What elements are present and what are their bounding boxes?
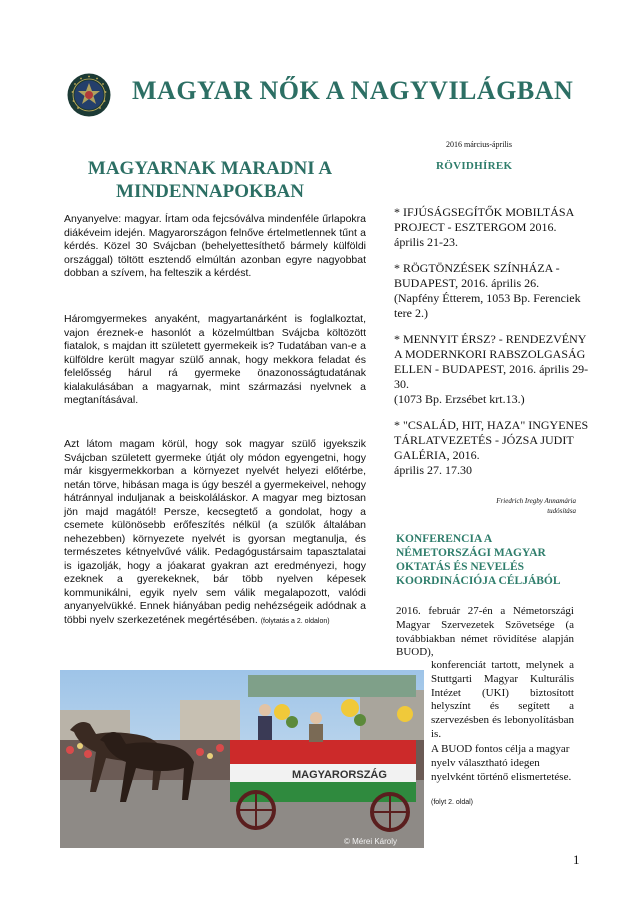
conference-continuation-note: (folyt 2. oldal) [431,799,474,806]
news-item-date: április 27. 17.30 [394,463,472,477]
news-item-title: * RÖGTÖNZÉSEK SZÍNHÁZA - BUDAPEST, 2016. április 26. [394,261,560,290]
article-paragraph-1: Anyanyelve: magyar. Írtam oda fejcsóválva mindenféle űrlapokra diákéveim idején. Magyarországon felnőve értelmetlennek tűnt a kérdés. Közel 30 Svájcban (behelyettesíthető bármely külföldi országgal) töltött esztendő elmúltán azonban egyre nagyobbat dobban a szívem, ha felteszik a kérdést. [64,213,366,279]
news-item-date: április 21-23. [394,235,458,249]
conference-paragraph-2: konferenciát tartott, melynek a Stuttgarti Magyar Kulturális Intézet (UKI) biztosított helyszínt és segített a szervezésben és lebonyolításban is. [431,659,574,740]
masthead-title: MAGYAR NŐK A NAGYVILÁGBAN [132,76,574,105]
photo-banner-text: MAGYARORSZÁG [292,769,387,781]
news-item-date: (1073 Bp. Erzsébet krt.13.) [394,392,525,406]
news-item [394,261,594,321]
news-item [394,332,594,407]
news-section-heading: RÖVIDHÍREK [436,160,513,172]
byline-name: Friedrich Iregby Annamária [496,497,576,505]
page-number: 1 [573,852,580,867]
parade-carriage-photo [60,670,424,848]
news-item [394,418,594,478]
news-item [394,205,594,250]
news-item-title: * "CSALÁD, HIT, HAZA" INGYENES TÁRLATVEZETÉS - JÓZSA JUDIT GALÉRIA, 2016. [394,418,589,462]
article-paragraph-3: Azt látom magam körül, hogy sok magyar szülő igyekszik Svájcban született gyermeke útját oly módon egyengetni, hogy már kisgyermekkorban a környezet nyelvét helyezi előtérbe, netán törve, hibásan maga is úgy beszél a gyermekeivel, nehogy hátránnyal induljanak a beiskoláláskor. A magyar meg biztosan jön majd magától! Persze, kecsegtető a gondolat, hogy a csemete különösebb erőfeszítés nélkül (a szülők általában nehezebben) környezete nyelvét is gyorsan megtanulja, és természetes kétnyelvűvé válik. Pedagógustársaim tapasztalatai is igazolják, hogy a jóakarat gyakran azt eredményezi, hogy ezeknek a gyerekeknek, bár több nyelven képesek kommunikálni, egyik nyelv sem válik megalapozott, valódi anyanyelvükké. Ennek hiányában pedig nehézségeik adódnak a többi nyelv szerkezetének megértésében. (folytatás a 2. oldalon) [64,438,366,626]
photo-credit: © Mérei Károly [344,837,398,846]
news-item-title: * IFJÚSÁGSEGÍTŐK MOBILTÁSA PROJECT - ESZTERGOM 2016. [394,205,574,234]
conference-article-title: KONFERENCIA A NÉMETORSZÁGI MAGYAR OKTATÁS ÉS NEVELÉS KOORDINÁCIÓJA CÉLJÁBÓL [396,533,561,587]
article-title: MAGYARNAK MARADNI A MINDENNAPOKBAN [87,158,333,202]
news-item-date: (Napfény Étterem, 1053 Bp. Ferenciek tere 2.) [394,291,581,320]
byline-role: tudósítása [547,507,576,515]
news-item-title: * MENNYIT ÉRSZ? - RENDEZVÉNY A MODERNKORI RABSZOLGASÁG ELLEN - BUDAPEST, 2016. április 29-30. [394,332,589,391]
organization-logo-seal [67,73,111,117]
news-list [394,205,594,489]
article-continuation-note: (folytatás a 2. oldalon) [260,617,330,625]
conference-paragraph-3: A BUOD fontos célja a magyar nyelv választható idegen nyelvként történő elismertetése. [431,743,572,783]
byline [448,496,576,516]
article-paragraph-2: Háromgyermekes anyaként, magyartanárként is foglalkoztat, vajon éreznek-e hasonlót a közelmúltban Svájcba költözött fiatalok, s majdan itt született gyermekeik is? Tudatában van-e a külföldre került magyar szülő annak, hogy mekkora feladat és felelősség hárul rá gyermeke önazonosságtudatának kialakulásában a magyarnak, mint származási nyelvnek a megtanításával. [64,313,366,406]
conference-paragraph-1: 2016. február 27-én a Németországi Magyar Szervezetek Szövetsége (a továbbiakban német rövidítése alapján BUOD), [396,605,574,659]
issue-date: 2016 március-április [446,140,512,149]
